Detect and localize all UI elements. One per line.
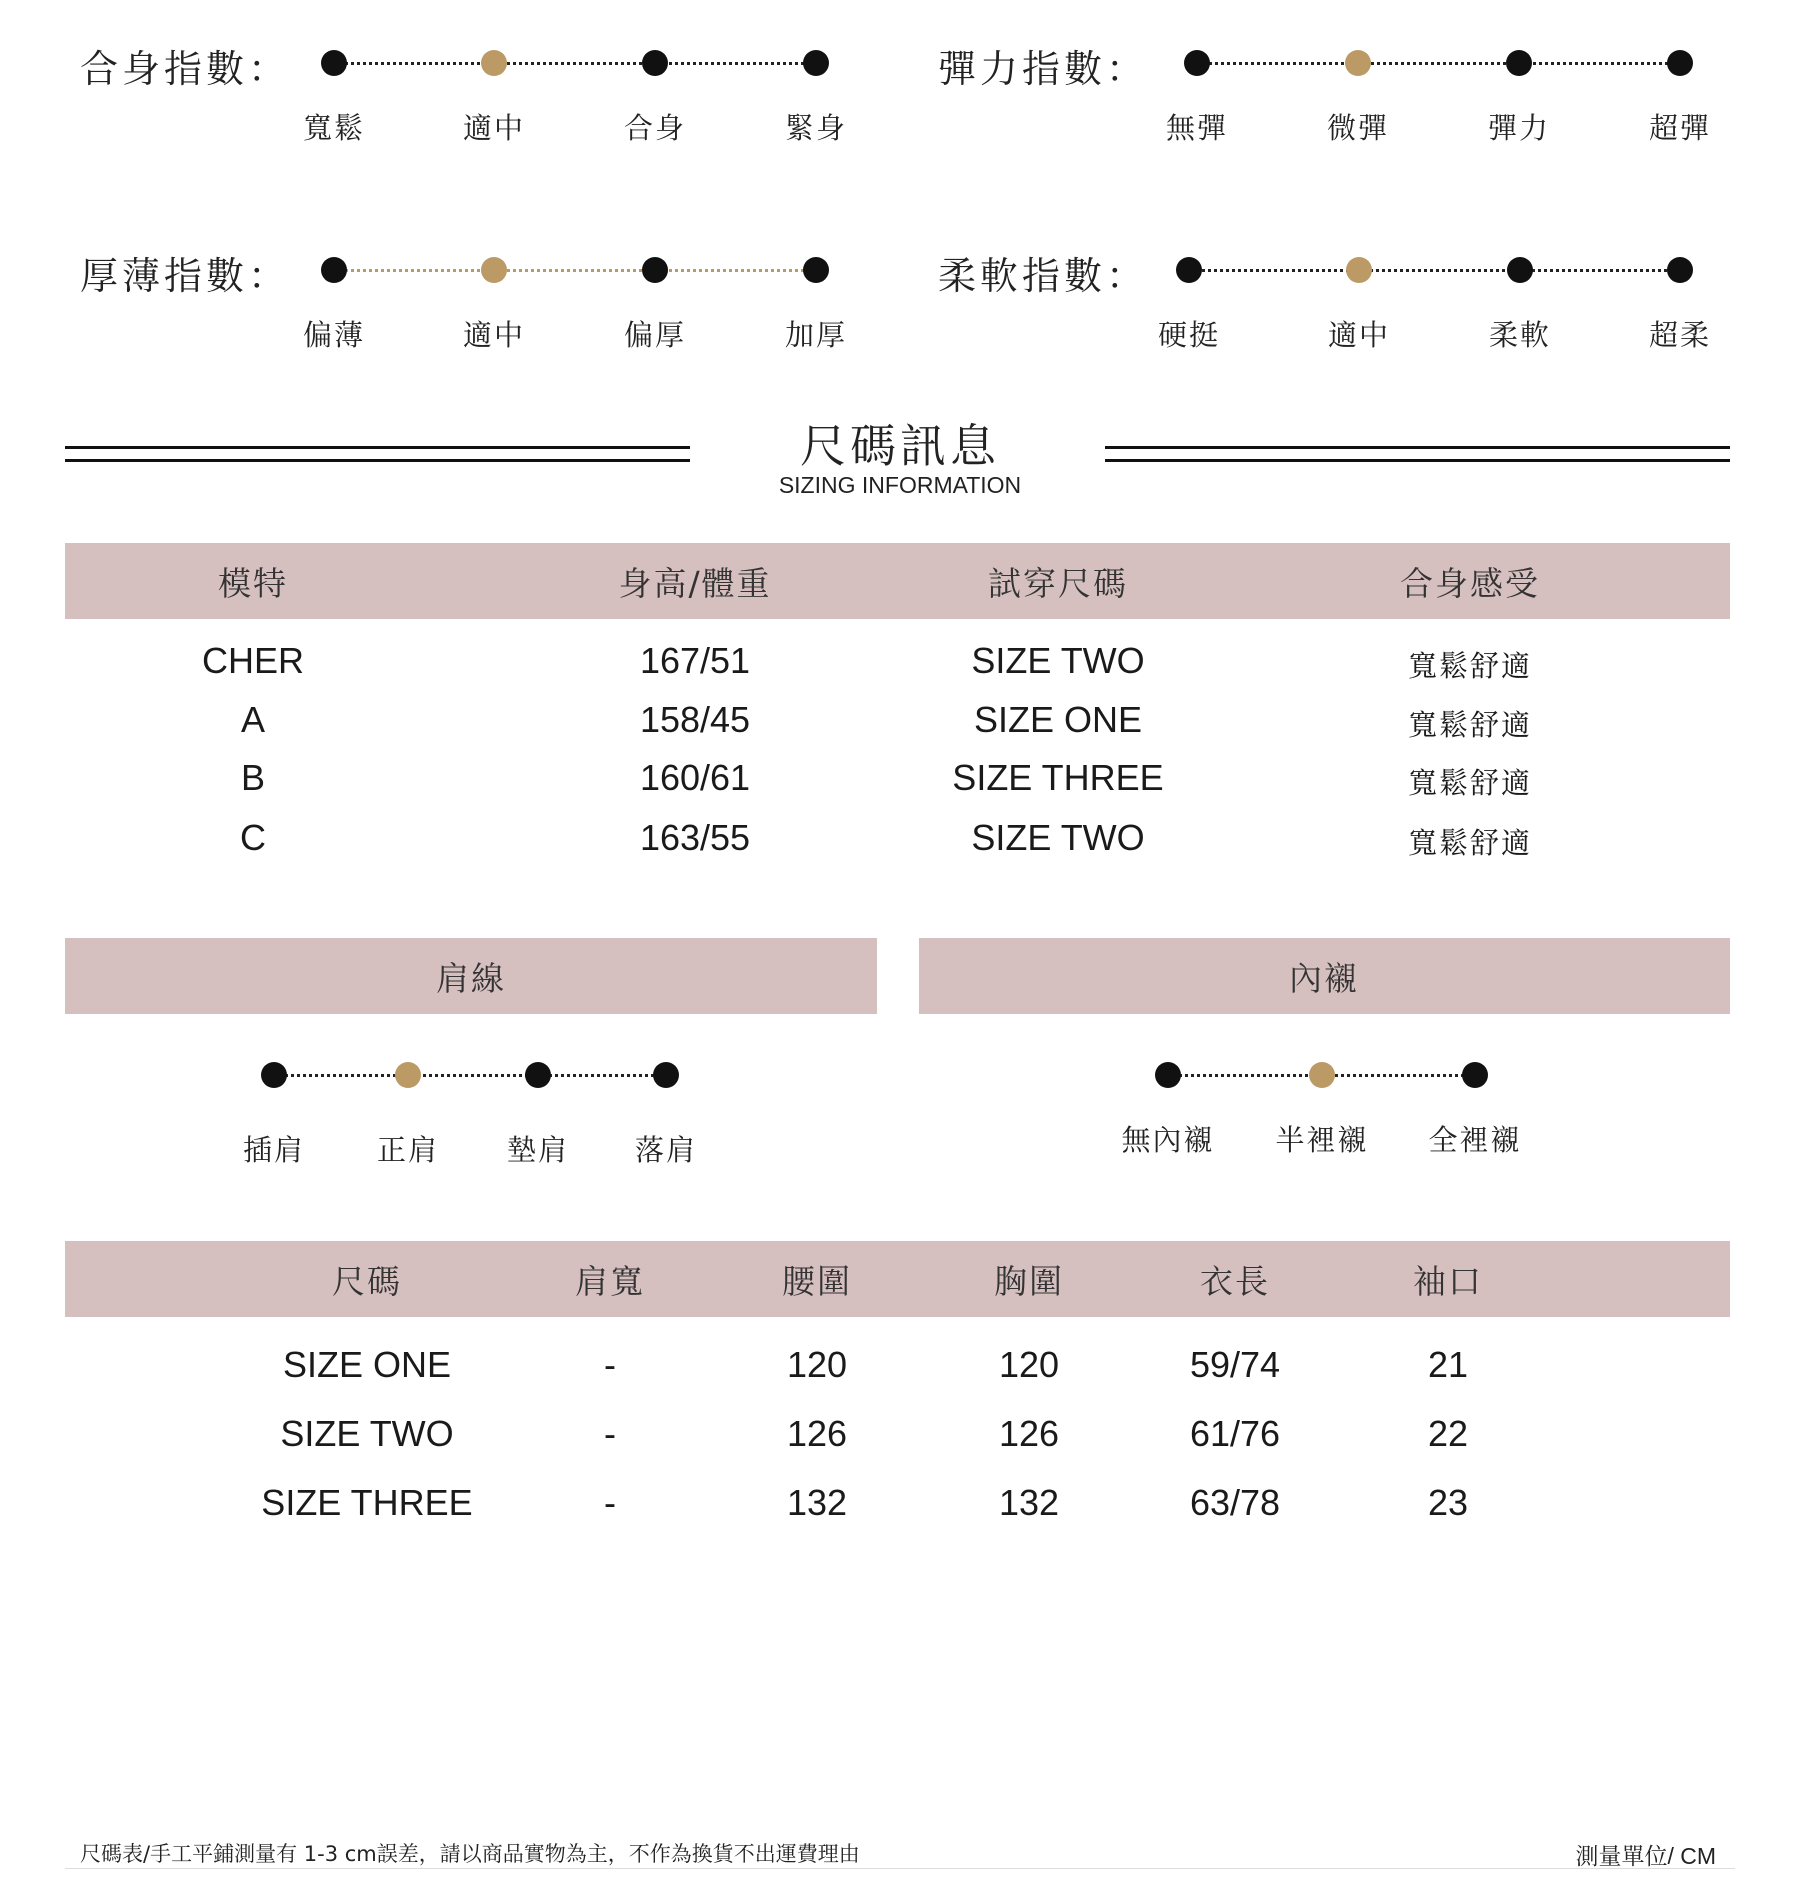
table-cell: 63/78 (1189, 1482, 1281, 1523)
scale-dot (1507, 257, 1533, 283)
table-cell: 23 (1427, 1482, 1469, 1523)
scale-dot-selected (1346, 257, 1372, 283)
shoulder-title: 肩線 (436, 958, 506, 998)
scale-label: 加厚 (784, 318, 848, 352)
table-cell: 120 (998, 1344, 1060, 1385)
table-cell: 寬鬆舒適 (1407, 708, 1533, 742)
scale-label: 落肩 (634, 1133, 698, 1167)
table-cell: - (604, 1482, 616, 1523)
scale-dot-selected (1309, 1062, 1335, 1088)
table-cell: 寬鬆舒適 (1407, 766, 1533, 800)
lining-title: 內襯 (1289, 958, 1359, 998)
table-cell: SIZE ONE (973, 699, 1143, 740)
scale-label: 微彈 (1326, 111, 1390, 145)
table-cell: 158/45 (639, 699, 751, 740)
table-cell: - (604, 1413, 616, 1454)
size-table-header (65, 1241, 1730, 1317)
table-cell: 22 (1427, 1413, 1469, 1454)
scale-label: 緊身 (784, 111, 848, 145)
table-cell: 120 (786, 1344, 848, 1385)
model-table-header (65, 543, 1730, 619)
model-header-cell: 身高/體重 (618, 563, 772, 603)
scale-label: 超彈 (1648, 111, 1712, 145)
stretch-index-title: 彈力指數： (938, 47, 1149, 91)
table-cell: 160/61 (639, 757, 751, 798)
section-title: 尺碼訊息 (800, 419, 1000, 473)
scale-label: 無內襯 (1121, 1123, 1215, 1157)
model-header-cell: 模特 (218, 563, 288, 603)
scale-dot (1462, 1062, 1488, 1088)
model-header-cell: 試穿尺碼 (988, 563, 1128, 603)
table-cell: 126 (998, 1413, 1060, 1454)
footer-unit: 測量單位/ CM (1575, 1843, 1716, 1869)
table-cell: SIZE TWO (971, 817, 1145, 858)
scale-label: 無彈 (1165, 111, 1229, 145)
table-cell: 21 (1427, 1344, 1469, 1385)
size-header-cell: 尺碼 (332, 1261, 402, 1301)
scale-dot (1155, 1062, 1181, 1088)
table-cell: SIZE THREE (952, 757, 1164, 798)
size-header-cell: 袖口 (1413, 1261, 1483, 1301)
scale-label: 偏厚 (623, 318, 687, 352)
table-cell: SIZE THREE (261, 1482, 473, 1523)
table-cell: 59/74 (1189, 1344, 1281, 1385)
table-cell: 126 (786, 1413, 848, 1454)
scale-label: 適中 (462, 318, 526, 352)
size-header-cell: 胸圍 (994, 1261, 1064, 1301)
scale-label: 合身 (623, 111, 687, 145)
scale-label: 柔軟 (1488, 318, 1552, 352)
footer-note: 尺碼表/手工平鋪測量有 1-3 cm誤差，請以商品實物為主，不作為換貨不出運費理由 (80, 1842, 860, 1866)
size-header-cell: 衣長 (1200, 1261, 1270, 1301)
scale-dot (1667, 50, 1693, 76)
scale-dot-selected (1345, 50, 1371, 76)
scale-dot (1184, 50, 1210, 76)
scale-dotted-line (1189, 269, 1680, 272)
table-cell: 寬鬆舒適 (1407, 649, 1533, 683)
scale-label: 彈力 (1487, 111, 1551, 145)
scale-label: 墊肩 (506, 1133, 570, 1167)
softness-index-title: 柔軟指數： (938, 254, 1149, 298)
size-header-cell: 肩寬 (575, 1261, 645, 1301)
scale-label: 半裡襯 (1275, 1123, 1369, 1157)
scale-label: 偏薄 (302, 318, 366, 352)
shoulder-header (65, 938, 877, 1014)
table-cell: A (240, 699, 266, 740)
model-header-cell: 合身感受 (1400, 563, 1540, 603)
table-cell: 寬鬆舒適 (1407, 826, 1533, 860)
scale-label: 全裡襯 (1428, 1123, 1522, 1157)
table-cell: C (240, 817, 266, 858)
table-cell: SIZE TWO (971, 640, 1145, 681)
table-cell: CHER (201, 640, 305, 681)
lining-header (919, 938, 1730, 1014)
table-cell: SIZE ONE (282, 1344, 452, 1385)
scale-label: 插肩 (242, 1133, 306, 1167)
fit-index-title: 合身指數： (80, 47, 291, 91)
table-cell: 61/76 (1189, 1413, 1281, 1454)
table-cell: 132 (998, 1482, 1060, 1523)
table-cell: - (604, 1344, 616, 1385)
footer-divider (65, 1868, 1735, 1869)
table-cell: SIZE TWO (280, 1413, 454, 1454)
table-cell: 132 (786, 1482, 848, 1523)
scale-dot (1667, 257, 1693, 283)
section-subtitle: SIZING INFORMATION (778, 472, 1022, 498)
scale-label: 寬鬆 (302, 111, 366, 145)
scale-label: 適中 (1327, 318, 1391, 352)
scale-label: 超柔 (1648, 318, 1712, 352)
scale-label: 硬挺 (1157, 318, 1221, 352)
scale-dot (1176, 257, 1202, 283)
scale-label: 適中 (462, 111, 526, 145)
scale-dot (1506, 50, 1532, 76)
table-cell: 167/51 (639, 640, 751, 681)
scale-label: 正肩 (376, 1133, 440, 1167)
table-cell: B (240, 757, 266, 798)
thickness-index-title: 厚薄指數： (80, 254, 291, 298)
table-cell: 163/55 (639, 817, 751, 858)
size-header-cell: 腰圍 (782, 1261, 852, 1301)
scale-dotted-line (1197, 62, 1680, 65)
